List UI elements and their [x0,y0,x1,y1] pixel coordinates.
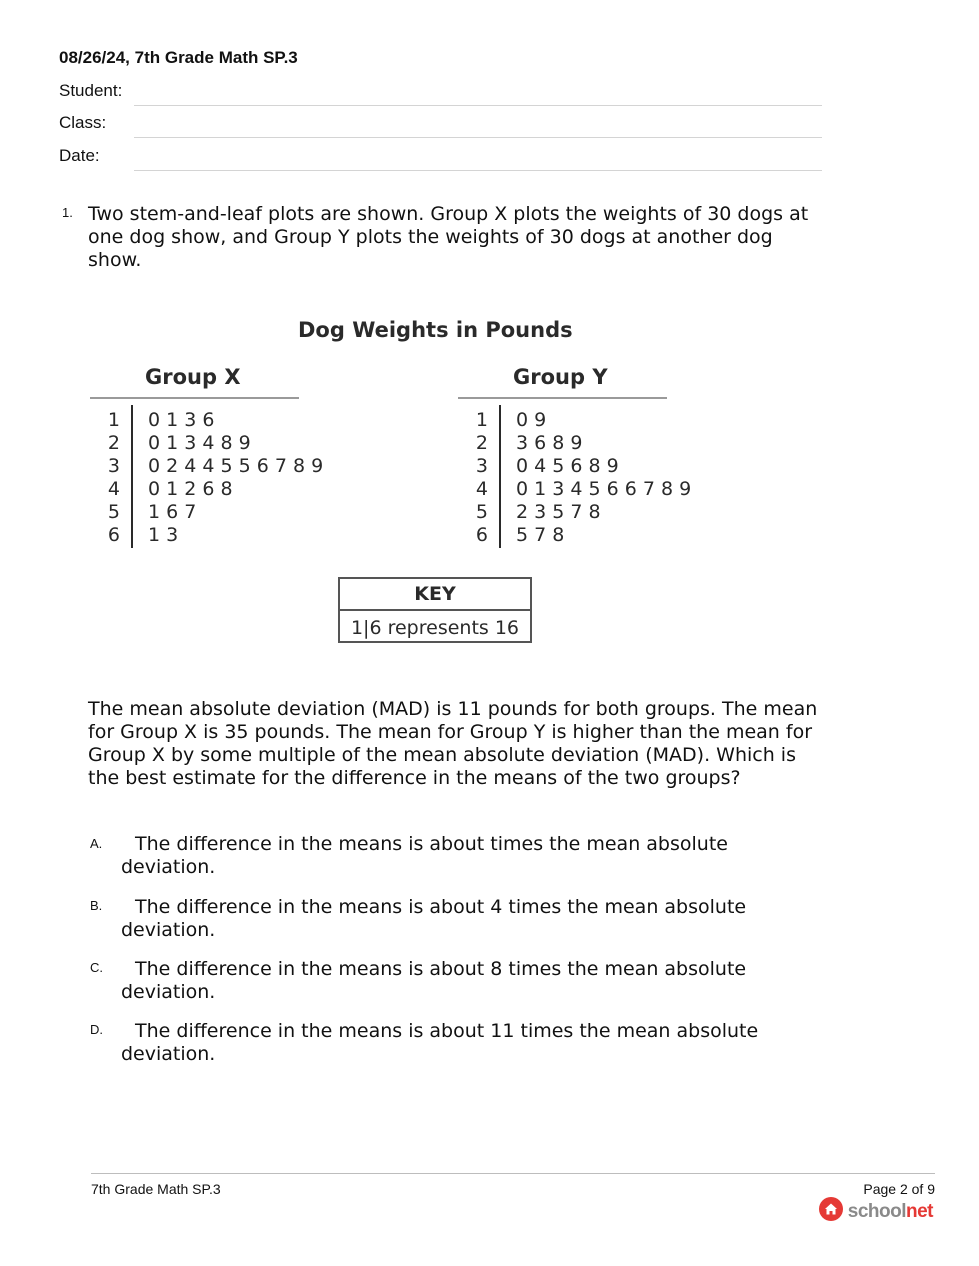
leaves: 2 3 5 7 8 [516,501,601,523]
leaves: 1 6 7 [148,501,197,523]
group-y-leaves [516,409,691,547]
leaves: 1 3 [148,524,179,546]
leaves: 0 4 5 6 8 9 [516,455,619,477]
stem: 6 [475,524,488,546]
leaves: 0 9 [516,409,547,431]
leaves: 0 1 3 4 8 9 [148,432,251,454]
stem: 5 [107,501,120,523]
leaves: 3 6 8 9 [516,432,583,454]
group-x-rule [90,397,299,399]
group-x-divider [131,405,133,548]
stem: 3 [475,455,488,477]
logo-text-main: school [847,1200,906,1222]
option-d[interactable]: The difference in the means is about 11 times the mean absolute deviation. [121,1020,759,1065]
stem: 1 [107,409,120,431]
group-x-stems [98,409,120,547]
option-c[interactable]: The difference in the means is about 8 times the mean absolute deviation. [121,958,747,1003]
question-intro: Two stem-and-leaf plots are shown. Group X plots the weights of 30 dogs at one dog show, and Group Y plots the weights of 30 dogs at another dog show. [88,203,809,271]
leaves: 0 1 3 6 [148,409,215,431]
logo-text [848,1201,933,1223]
leaves: 0 2 4 4 5 5 6 7 8 9 [148,455,324,477]
stem: 6 [107,524,120,546]
option-a[interactable]: The difference in the means is about times the mean absolute deviation. [121,833,728,878]
student-label: Student: [59,81,123,100]
class-field[interactable] [134,137,822,138]
leaves: 0 1 2 6 8 [148,478,233,500]
option-a-letter: A. [90,836,103,851]
key-text: 1|6 represents 16 [350,617,520,639]
group-y-stems [466,409,488,547]
option-d-letter: D. [90,1022,103,1037]
house-icon [818,1196,844,1227]
question-number: 1. [62,205,73,220]
group-y-divider [499,405,501,548]
leaves: 5 7 8 [516,524,565,546]
stem: 3 [107,455,120,477]
date-label: Date: [59,146,100,165]
leaves: 0 1 3 4 5 6 6 7 8 9 [516,478,692,500]
key-box [338,577,532,643]
stem: 2 [475,432,488,454]
group-x-title: Group X [145,365,241,389]
option-c-letter: C. [90,960,103,975]
figure-title: Dog Weights in Pounds [298,318,573,342]
footer-title: 7th Grade Math SP.3 [91,1181,221,1197]
stem: 2 [107,432,120,454]
stem: 4 [475,478,488,500]
option-b-letter: B. [90,898,103,913]
question-prompt: The mean absolute deviation (MAD) is 11 pounds for both groups. The mean for Group X is 35 pounds. The mean for Group Y is higher than the mean for Group X by some multiple of the mean absolute deviation (MAD). Which is the best estimate for the difference in the means of the two groups? [88,698,818,789]
key-title: KEY [340,579,530,611]
stem: 5 [475,501,488,523]
group-x-leaves [148,409,323,547]
option-b[interactable]: The difference in the means is about 4 times the mean absolute deviation. [121,896,747,941]
schoolnet-logo [818,1196,933,1227]
page-number: Page 2 of 9 [863,1181,935,1197]
student-field[interactable] [134,105,822,106]
date-field[interactable] [134,170,822,171]
footer-divider [91,1173,935,1174]
stem: 4 [107,478,120,500]
group-y-rule [458,397,667,399]
stem: 1 [475,409,488,431]
group-y-title: Group Y [513,365,608,389]
class-label: Class: [59,113,107,132]
page-title: 08/26/24, 7th Grade Math SP.3 [59,48,298,67]
logo-text-accent: net [906,1200,933,1222]
